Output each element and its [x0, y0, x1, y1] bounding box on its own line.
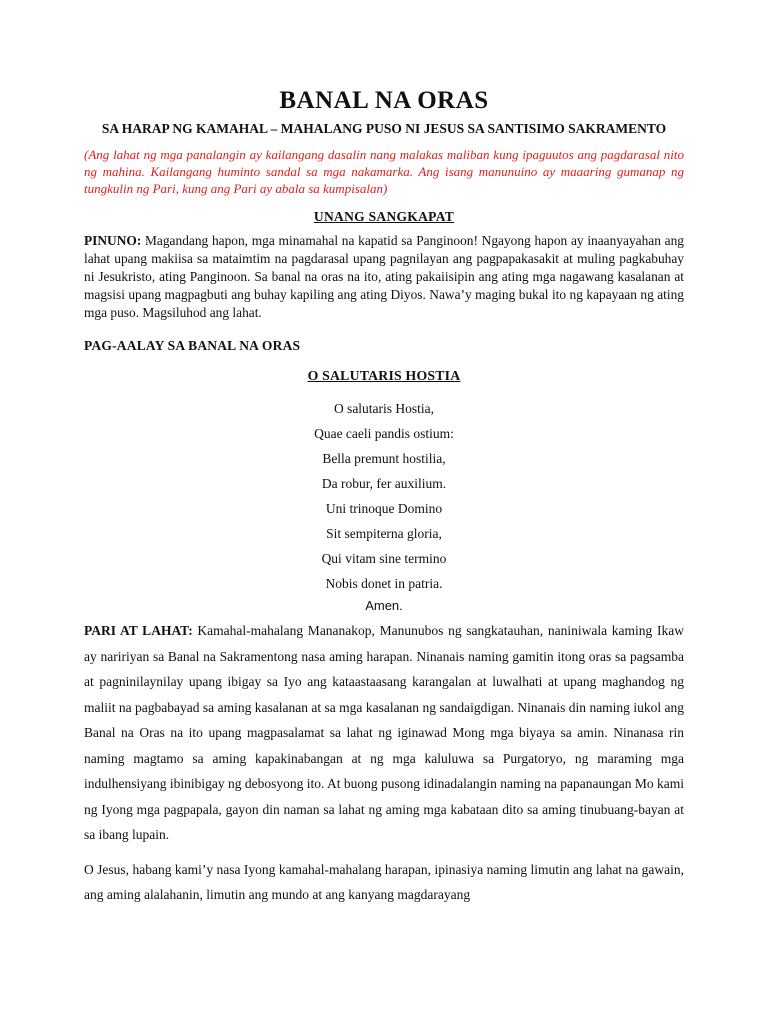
pinuno-text: Magandang hapon, mga minamahal na kapatid sa Panginoon! Ngayong hapon ay inaanyayahan ang lahat upang makiisa sa mataimtim na pagdarasal upang pagnilayan ang pagpapakasakit at muling pagkabuhay ni Jesukristo, ating Panginoon. Sa banal na oras na ito, ating pakaiisipin ang ating mga nagawang kasalanan at magsisi upang magpagbuti ang buhay kapiling ang ating Diyos. Nawa’y maging bukal ito ng kapayaan ng ating mga puso. Magsiluhod ang lahat.	[84, 233, 684, 320]
hymn-line: O salutaris Hostia,	[333, 401, 435, 416]
hymn-line: Da robur, fer auxilium.	[321, 476, 447, 491]
hymn-line: Bella premunt hostilia,	[322, 451, 446, 466]
hymn-line: Uni trinoque Domino	[325, 501, 443, 516]
instruction-note: (Ang lahat ng mga panalangin ay kailangang dasalin nang malakas maliban kung ipaguutos ang pagdarasal nito ng mahina. Kailangang huminto sandal sa mga nakamarka. Ang isang manunuino ay maaaring gumanap ng tungkulin ng Pari, kung ang Pari ay abala sa kumpisalan)	[84, 147, 684, 196]
pari-at-lahat-label: PARI AT LAHAT:	[84, 623, 193, 638]
offering-heading: PAG-AALAY SA BANAL NA ORAS	[84, 338, 301, 353]
hymn-amen: Amen.	[365, 598, 403, 613]
hymn-line: Nobis donet in patria.	[325, 576, 443, 591]
pinuno-label: PINUNO:	[84, 233, 142, 248]
pari-at-lahat-paragraph	[84, 618, 684, 848]
hymn-lines	[84, 396, 684, 596]
section-heading: UNANG SANGKAPAT	[313, 209, 455, 224]
hymn-line: Quae caeli pandis ostium:	[314, 426, 454, 441]
hymn-title: O SALUTARIS HOSTIA	[307, 368, 461, 383]
document-title: BANAL NA ORAS	[279, 87, 489, 114]
document-subtitle: SA HARAP NG KAMAHAL – MAHALANG PUSO NI JESUS SA SANTISIMO SAKRAMENTO	[101, 121, 667, 136]
pari-at-lahat-text: Kamahal-mahalang Mananakop, Manunubos ng sangkatauhan, naniniwala kaming Ikaw ay naririyan sa Banal na Sakramentong nasa aming harapan. Ninanais naming gamitin itong oras sa pagsamba at pagninilaynilay upang ibigay sa Iyo ang kataastaasang karangalan at luwalhati at upang maghandog ng maliit na pagbabayad sa aming kasalanan at sa mga kasalanan ng sandaigdigan. Ninanais din naming iukol ang Banal na Oras na ito upang magpasalamat sa lahat ng iginawad Mong mga biyaya sa amin. Ninanasa rin naming magtamo sa aming kapakinabangan at ng mga kaluluwa sa Purgatoryo, ng maraming mga indulhensiyang ibinibigay ng debosyong ito. At buong pusong idinadalangin naming na papanaungan Mo kami ng Iyong mga pagpapala, gayon din naman sa lahat ng aming mga kabataan dito sa aming tinubuang-bayan at sa ibang lupain.	[84, 623, 684, 842]
hymn-line: Sit sempiterna gloria,	[326, 526, 442, 541]
hymn-line: Qui vitam sine termino	[321, 551, 447, 566]
pinuno-paragraph	[84, 232, 684, 322]
closing-paragraph: O Jesus, habang kami’y nasa Iyong kamahal-mahalang harapan, ipinasiya naming limutin ang lahat na gawain, ang aming alalahanin, limutin ang mundo at ang kanyang magdarayang	[84, 861, 684, 902]
